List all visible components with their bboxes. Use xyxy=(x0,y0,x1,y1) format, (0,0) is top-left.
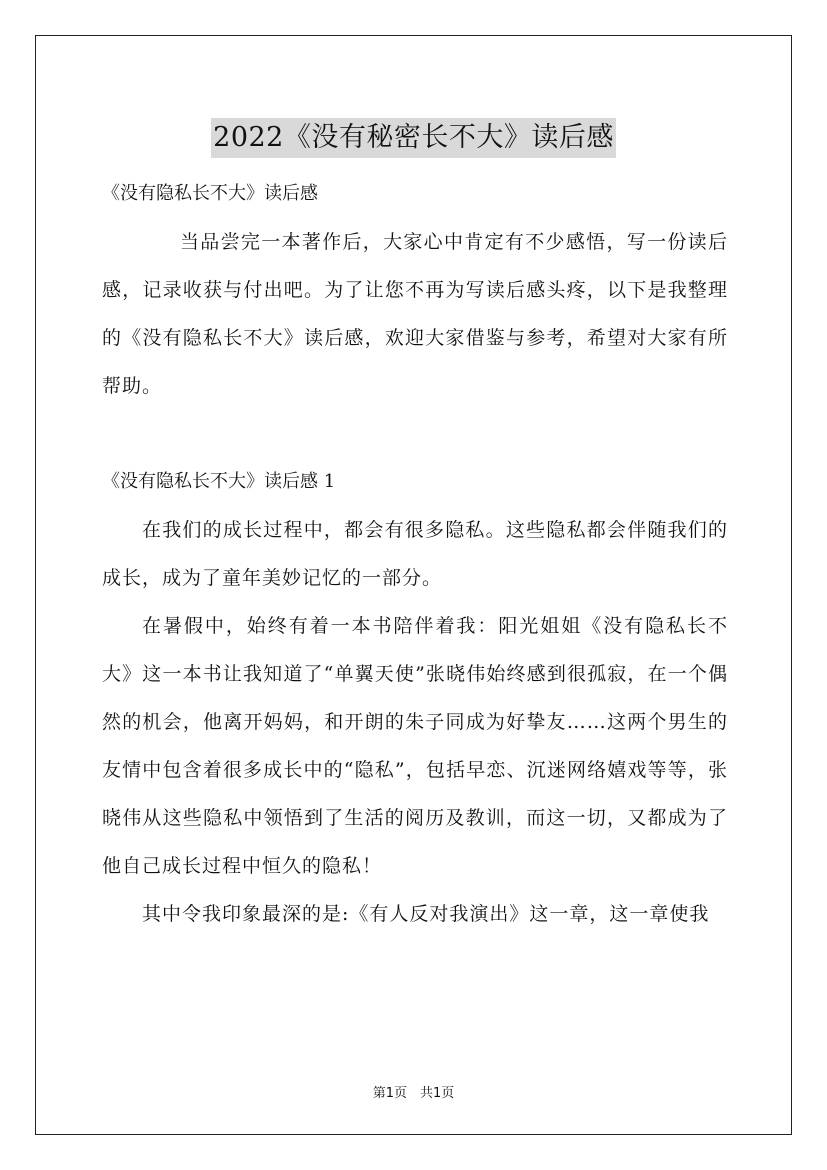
body-paragraph-2: 在暑假中，始终有着一本书陪伴着我：阳光姐姐《没有隐私长不大》这一本书让我知道了“单翼天使”张晓伟始终感到很孤寂，在一个偶然的机会，他离开妈妈，和开朗的朱子同成为好挚友……这两个男生的友情中包含着很多成长中的“隐私”，包括早恋、沉迷网络嬉戏等等，张晓伟从这些隐私中领悟到了生活的阅历及教训，而这一切，又都成为了他自己成长过程中恒久的隐私！ xyxy=(102,615,728,877)
spacer xyxy=(102,410,728,458)
page-number-footer: 第1页 共1页 xyxy=(372,1086,455,1101)
section-heading: 《没有隐私长不大》读后感 1 xyxy=(102,471,336,492)
document-body xyxy=(102,170,728,938)
intro-paragraph: 当品尝完一本著作后，大家心中肯定有不少感悟，写一份读后感，记录收获与付出吧。为了让您不再为写读后感头疼，以下是我整理的《没有隐私长不大》读后感，欢迎大家借鉴与参考，希望对大家有所帮助。 xyxy=(102,231,728,397)
title-container xyxy=(0,100,827,176)
body-paragraph-1: 在我们的成长过程中，都会有很多隐私。这些隐私都会伴随我们的成长，成为了童年美妙记忆的一部分。 xyxy=(102,519,728,589)
body-paragraph-3: 其中令我印象最深的是:《有人反对我演出》这一章，这一章使我 xyxy=(142,903,710,925)
document-title: 2022《没有秘密长不大》读后感 xyxy=(211,118,616,158)
document-subtitle: 《没有隐私长不大》读后感 xyxy=(102,183,318,204)
